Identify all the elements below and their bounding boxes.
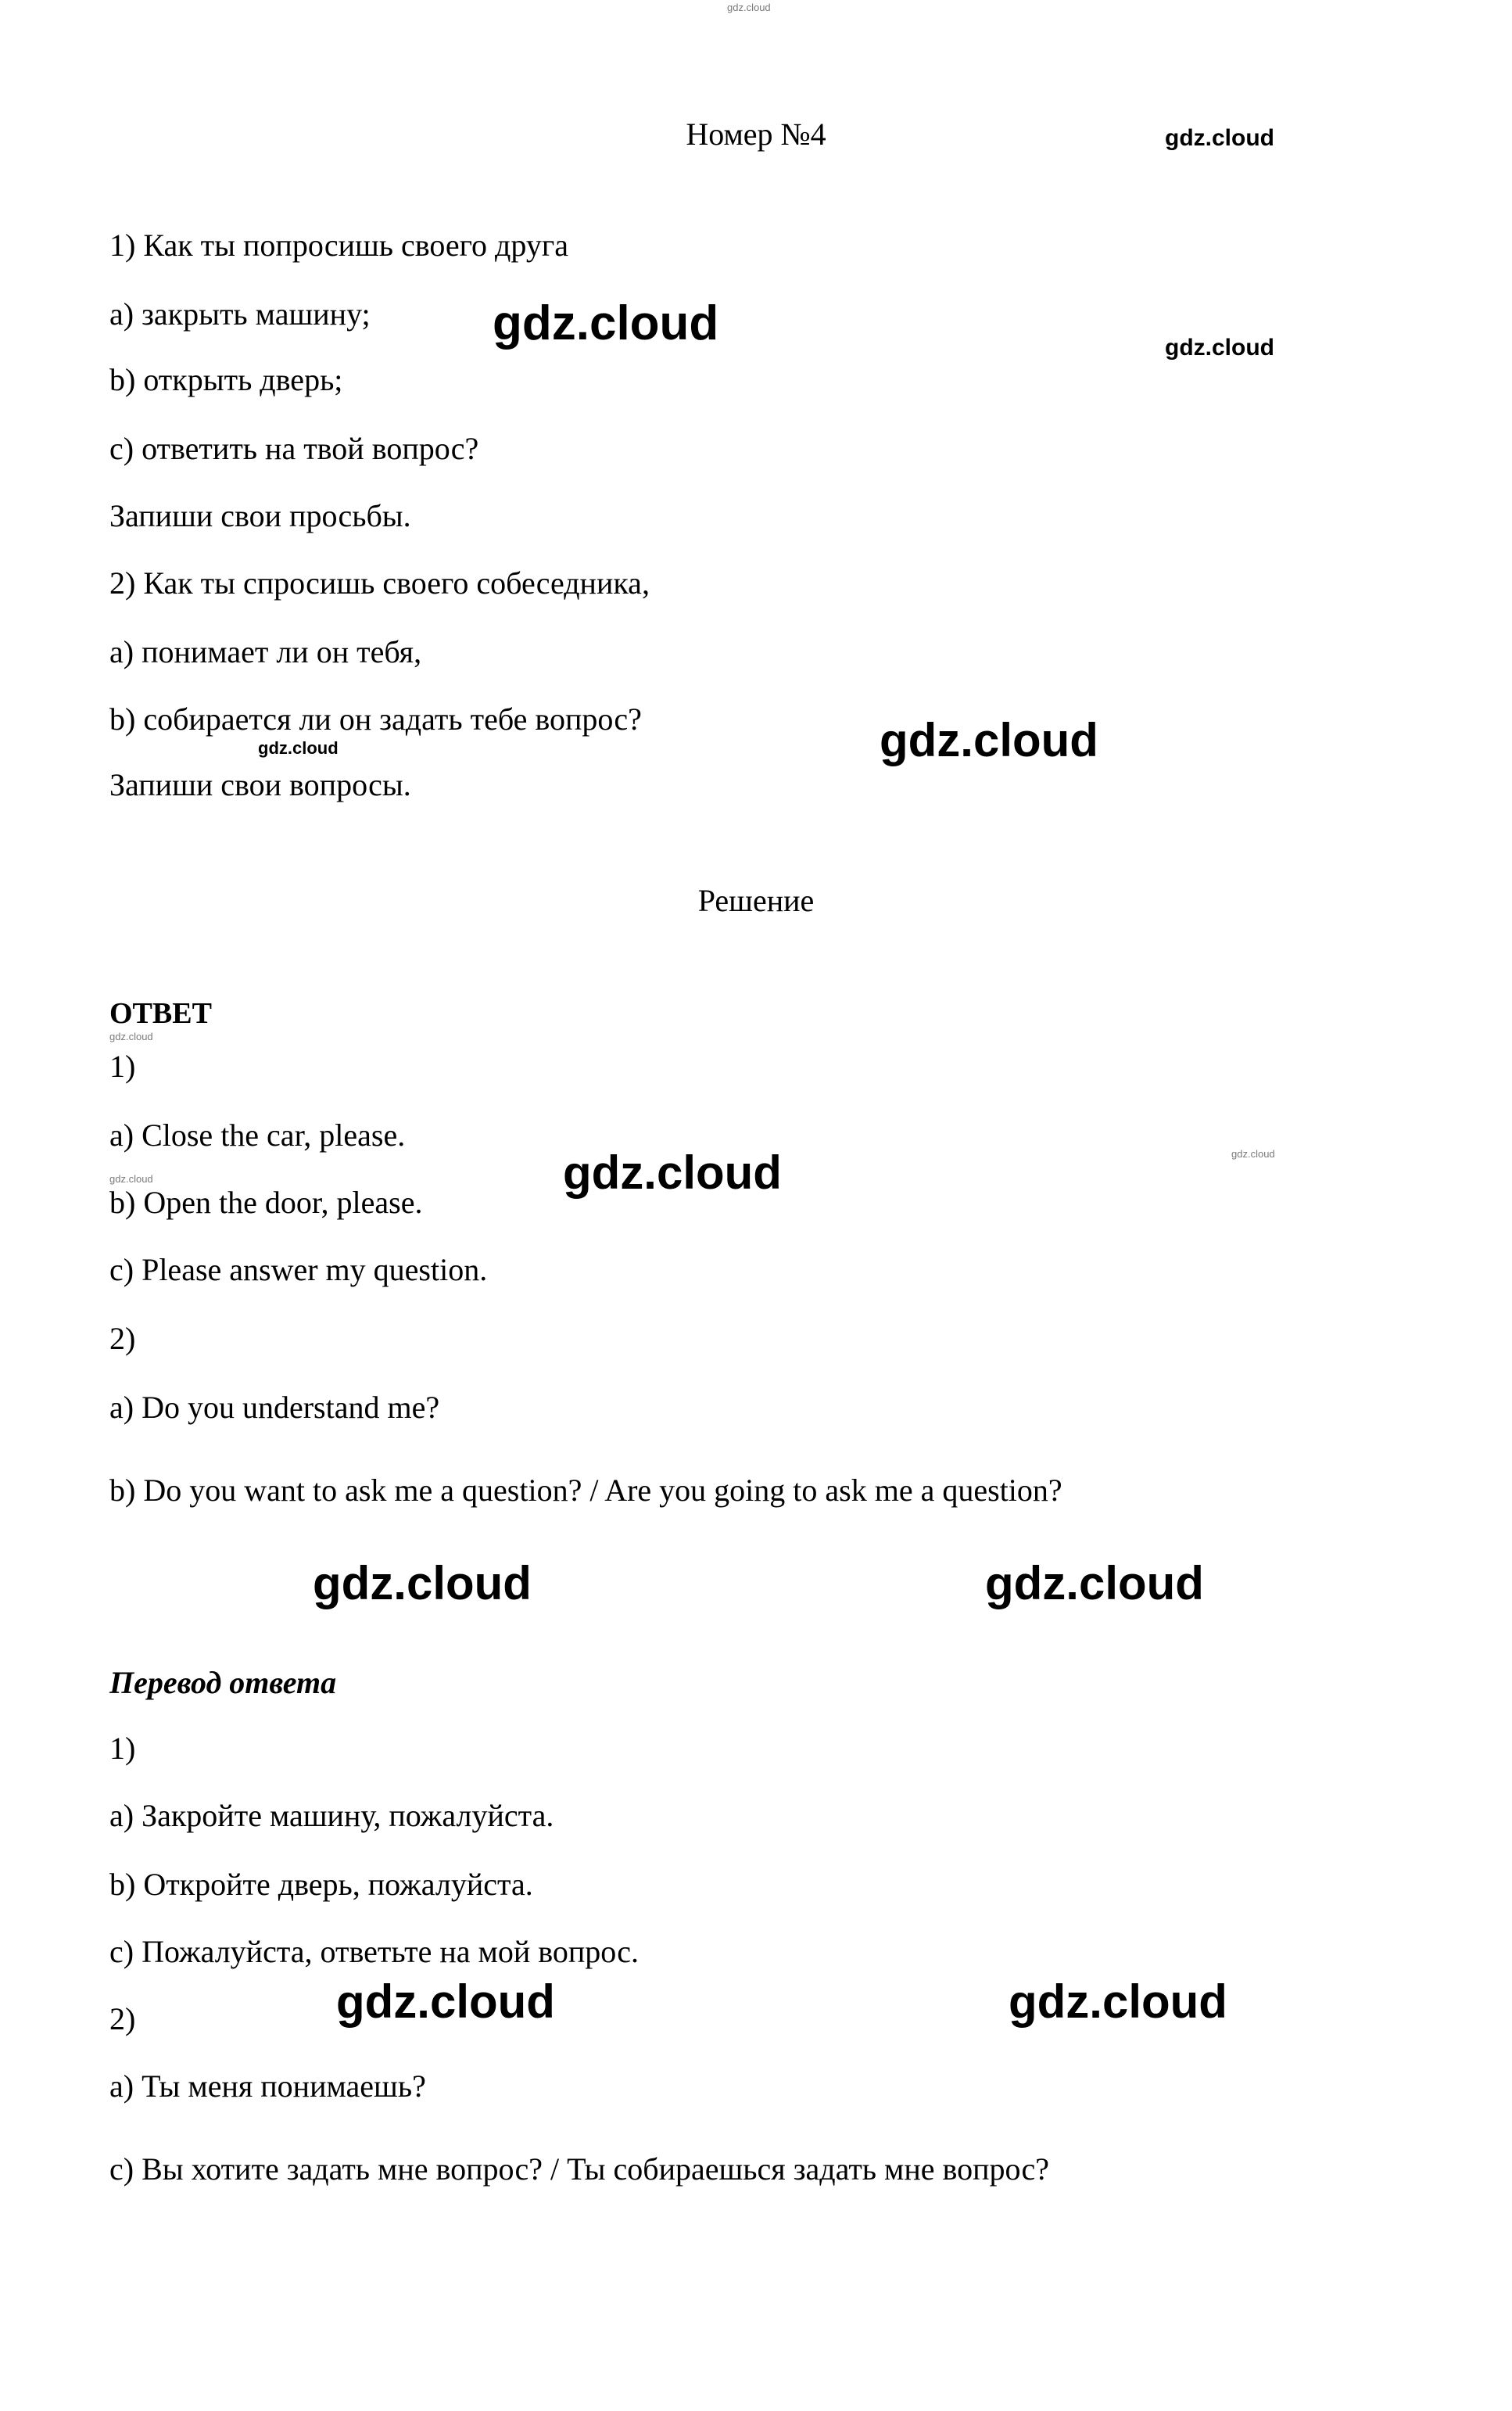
translation-line: a) Закройте машину, пожалуйста. [109,1798,554,1833]
translation-line: a) Ты меня понимаешь? [109,2068,426,2104]
watermark: gdz.cloud [1165,335,1274,361]
watermark: gdz.cloud [985,1557,1204,1609]
task-line: a) понимает ли он тебя, [109,634,422,669]
watermark: gdz.cloud [258,738,339,758]
answer-line: c) Please answer my question. [109,1252,488,1287]
task-line: a) закрыть машину; [109,296,371,332]
translation-heading: Перевод ответа [109,1665,337,1700]
task-line: b) собирается ли он задать тебе вопрос? [109,701,642,737]
watermark: gdz.cloud [336,1975,555,2028]
translation-line: b) Откройте дверь, пожалуйста. [109,1867,533,1902]
watermark: gdz.cloud [1009,1975,1227,2028]
page-title: Номер №4 [686,117,826,152]
task-line: b) открыть дверь; [109,362,343,397]
task-line: c) ответить на твой вопрос? [109,431,479,466]
task-line: Запиши свои вопросы. [109,767,411,802]
watermark: gdz.cloud [563,1146,782,1199]
watermark: gdz.cloud [1231,1148,1275,1160]
translation-line: c) Пожалуйста, ответьте на мой вопрос. [109,1934,639,1969]
answer-heading: ОТВЕТ [109,997,212,1030]
answer-line: b) Open the door, please. [109,1185,423,1220]
translation-line: 1) [109,1731,136,1766]
watermark: gdz.cloud [1165,125,1274,151]
task-line: Запиши свои просьбы. [109,498,411,533]
answer-line: 2) [109,1321,136,1356]
task-line: 1) Как ты попросишь своего друга [109,228,569,263]
translation-line: c) Вы хотите задать мне вопрос? / Ты собираешься задать мне вопрос? [109,2151,1050,2187]
task-line: 2) Как ты спросишь своего собеседника, [109,565,650,601]
answer-line: a) Do you understand me? [109,1390,440,1425]
answer-line: 1) [109,1049,136,1084]
watermark: gdz.cloud [880,714,1098,766]
answer-line: a) Close the car, please. [109,1118,406,1153]
watermark: gdz.cloud [109,1031,153,1042]
watermark: gdz.cloud [313,1557,532,1609]
solution-heading: Решение [697,883,815,918]
watermark: gdz.cloud [727,2,771,13]
answer-line: b) Do you want to ask me a question? / Are you going to ask me a question? [109,1473,1062,1508]
watermark: gdz.cloud [493,296,719,350]
watermark: gdz.cloud [109,1173,153,1185]
translation-line: 2) [109,2001,136,2036]
